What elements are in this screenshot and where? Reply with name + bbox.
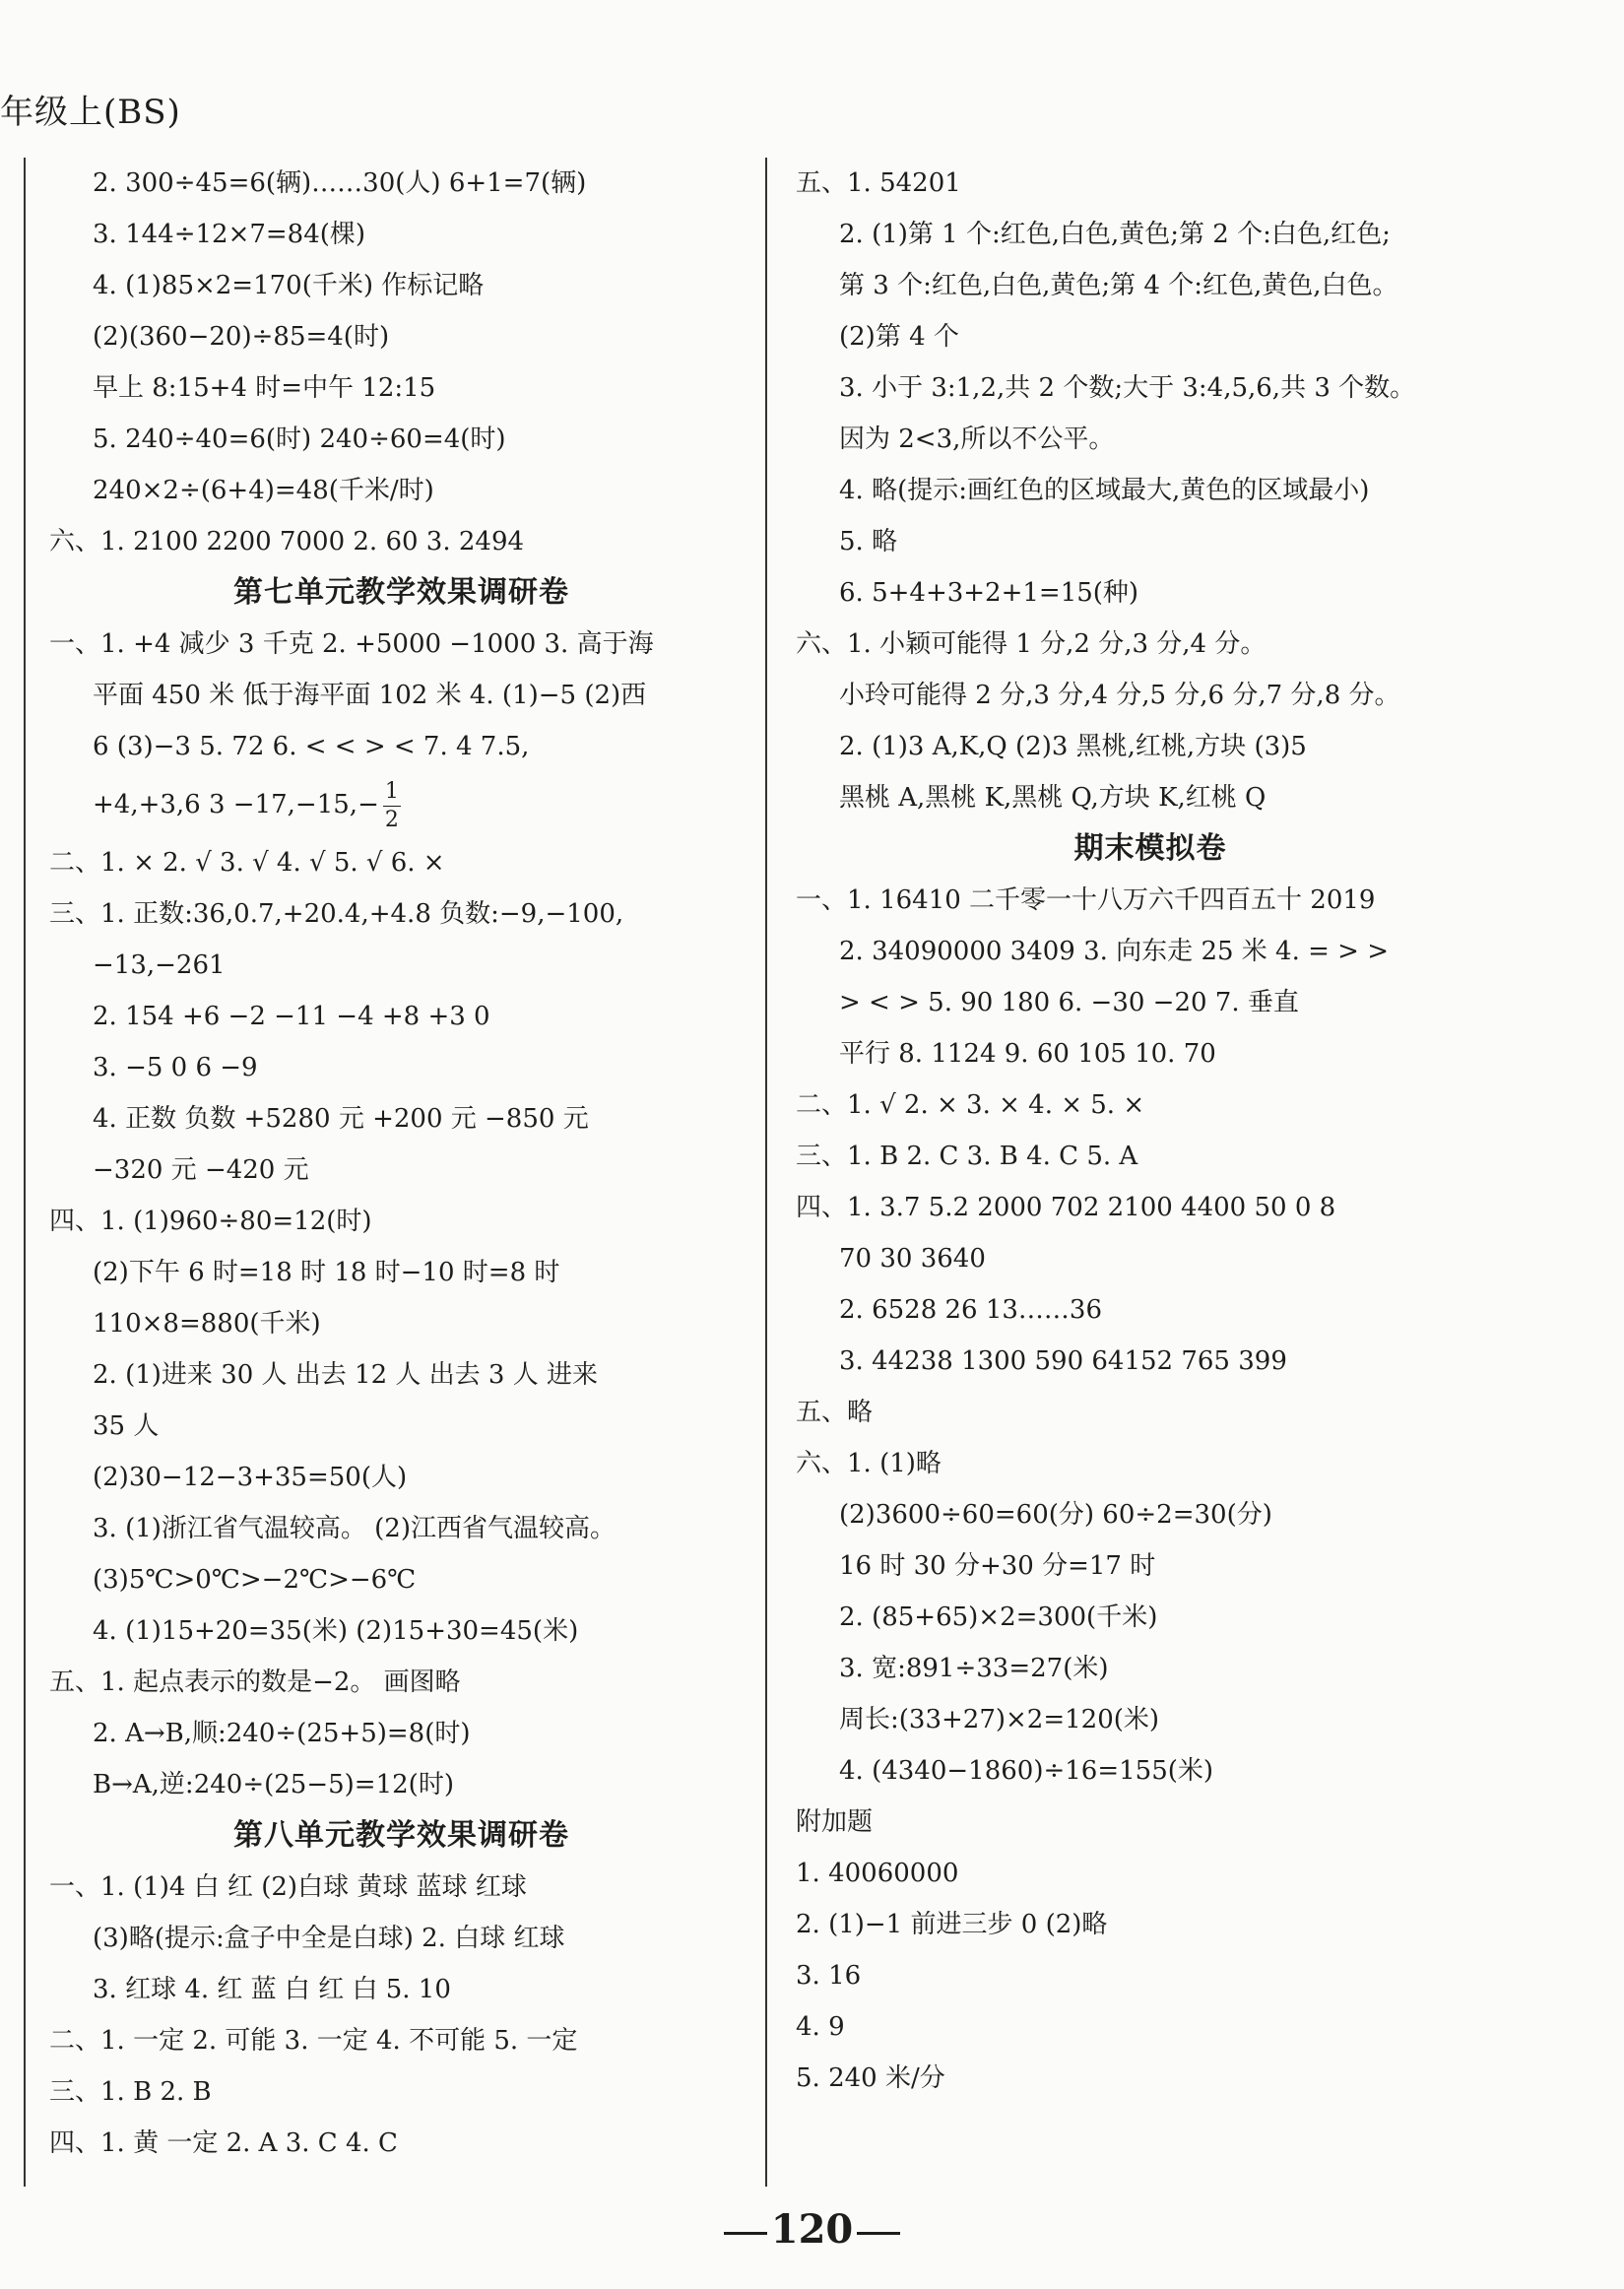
right-column bbox=[796, 158, 1505, 2104]
answer-text: 2. (1)−1 前进三步 0 (2)略 bbox=[796, 1910, 1108, 1939]
answer-line bbox=[49, 2066, 753, 2118]
answer-line bbox=[49, 888, 753, 940]
answer-line bbox=[49, 1605, 753, 1657]
answer-text: 3. 小于 3:1,2,共 2 个数;大于 3:4,5,6,共 3 个数。 bbox=[839, 373, 1416, 403]
answer-text: 六、1. 2100 2200 7000 2. 60 3. 2494 bbox=[49, 527, 525, 556]
answer-text: 2. (1)3 A,K,Q (2)3 黑桃,红桃,方块 (3)5 bbox=[839, 732, 1307, 761]
answer-text: 2. (1)第 1 个:红色,白色,黄色;第 2 个:白色,红色; bbox=[839, 220, 1391, 249]
answer-line bbox=[796, 516, 1505, 567]
answer-line bbox=[49, 1554, 753, 1605]
section-title bbox=[49, 567, 753, 619]
answer-text: 小玲可能得 2 分,3 分,4 分,5 分,6 分,7 分,8 分。 bbox=[839, 681, 1400, 710]
answer-text: 四、1. 黄 一定 2. A 3. C 4. C bbox=[49, 2128, 398, 2158]
answer-text: 1. 40060000 bbox=[796, 1859, 959, 1888]
answer-text: 5. 240 米/分 bbox=[796, 2063, 945, 2093]
answer-line bbox=[796, 2001, 1505, 2053]
answer-text: 3. 44238 1300 590 64152 765 399 bbox=[839, 1346, 1287, 1376]
answer-text: 3. 144÷12×7=84(棵) bbox=[93, 220, 366, 249]
answer-text: 6. 5+4+3+2+1=15(种) bbox=[839, 578, 1139, 608]
answer-line bbox=[796, 209, 1505, 260]
answer-text: 六、1. 小颖可能得 1 分,2 分,3 分,4 分。 bbox=[796, 629, 1267, 659]
answer-line bbox=[796, 362, 1505, 414]
answer-text: > < > 5. 90 180 6. −30 −20 7. 垂直 bbox=[839, 988, 1299, 1017]
answer-line bbox=[49, 991, 753, 1042]
answer-line bbox=[49, 516, 753, 567]
answer-text: 3. 16 bbox=[796, 1961, 862, 1991]
answer-line bbox=[796, 1131, 1505, 1182]
answer-line bbox=[796, 2053, 1505, 2104]
answer-text: 二、1. 一定 2. 可能 3. 一定 4. 不可能 5. 一定 bbox=[49, 2026, 578, 2056]
answer-line bbox=[49, 1708, 753, 1759]
answer-text: 附加题 bbox=[796, 1807, 874, 1837]
answer-line bbox=[796, 1848, 1505, 1899]
answer-line bbox=[49, 362, 753, 414]
answer-line bbox=[49, 1247, 753, 1298]
answer-text: 4. 9 bbox=[796, 2012, 845, 2042]
answer-text: (2)第 4 个 bbox=[839, 322, 959, 352]
answer-text: 16 时 30 分+30 分=17 时 bbox=[839, 1551, 1156, 1581]
answer-line bbox=[796, 1336, 1505, 1387]
answer-line bbox=[796, 1438, 1505, 1489]
answer-line bbox=[49, 1964, 753, 2015]
answer-line bbox=[796, 875, 1505, 926]
answer-line bbox=[796, 1592, 1505, 1643]
answer-text: (3)略(提示:盒子中全是白球) 2. 白球 红球 bbox=[93, 1924, 565, 1953]
section-title bbox=[796, 823, 1505, 875]
answer-text: 第 3 个:红色,白色,黄色;第 4 个:红色,黄色,白色。 bbox=[839, 271, 1398, 300]
answer-text: 2. 154 +6 −2 −11 −4 +8 +3 0 bbox=[93, 1002, 490, 1031]
answer-line bbox=[796, 1284, 1505, 1336]
answer-text: 4. (1)15+20=35(米) (2)15+30=45(米) bbox=[93, 1616, 579, 1646]
answer-text: (2)3600÷60=60(分) 60÷2=30(分) bbox=[839, 1500, 1272, 1530]
answer-line bbox=[49, 1042, 753, 1093]
answer-line bbox=[49, 2015, 753, 2066]
answer-line bbox=[796, 1079, 1505, 1131]
answer-text: 70 30 3640 bbox=[839, 1244, 986, 1274]
answer-line bbox=[796, 721, 1505, 772]
answer-text: 因为 2<3,所以不公平。 bbox=[839, 425, 1115, 454]
answer-text: 3. −5 0 6 −9 bbox=[93, 1053, 258, 1082]
answer-text: 二、1. × 2. √ 3. √ 4. √ 5. √ 6. × bbox=[49, 848, 445, 878]
answer-line bbox=[49, 619, 753, 670]
answer-line bbox=[796, 1745, 1505, 1797]
answer-line bbox=[796, 1797, 1505, 1848]
answer-line bbox=[49, 721, 753, 772]
answer-line bbox=[796, 1028, 1505, 1079]
answer-line bbox=[796, 158, 1505, 209]
answer-line bbox=[796, 1387, 1505, 1438]
answer-text: 三、1. 正数:36,0.7,+20.4,+4.8 负数:−9,−100, bbox=[49, 899, 624, 929]
answer-line bbox=[796, 260, 1505, 311]
answer-text: 平面 450 米 低于海平面 102 米 4. (1)−5 (2)西 bbox=[93, 681, 647, 710]
answer-text: −320 元 −420 元 bbox=[93, 1155, 309, 1185]
answer-line bbox=[49, 1862, 753, 1913]
answer-text: 4. (4340−1860)÷16=155(米) bbox=[839, 1756, 1214, 1786]
answer-line bbox=[49, 940, 753, 991]
section-title bbox=[49, 1810, 753, 1862]
answer-text: 4. 正数 负数 +5280 元 +200 元 −850 元 bbox=[93, 1104, 589, 1134]
answer-text: 4. 略(提示:画红色的区域最大,黄色的区域最小) bbox=[839, 476, 1370, 505]
answer-text: 第八单元教学效果调研卷 bbox=[233, 1818, 569, 1853]
fraction-denominator: 2 bbox=[384, 807, 399, 832]
answer-text: B→A,逆:240÷(25−5)=12(时) bbox=[93, 1770, 454, 1799]
answer-line bbox=[49, 772, 753, 837]
answer-text: 35 人 bbox=[93, 1411, 160, 1441]
fraction-numerator: 1 bbox=[383, 781, 401, 807]
answer-line bbox=[796, 1899, 1505, 1950]
answer-text: 3. 宽:891÷33=27(米) bbox=[839, 1654, 1109, 1683]
answer-text: 第七单元教学效果调研卷 bbox=[233, 575, 569, 610]
left-margin-rule bbox=[24, 158, 26, 2187]
answer-line bbox=[49, 209, 753, 260]
answer-line bbox=[796, 1643, 1505, 1694]
answer-text: 一、1. 16410 二千零一十八万六千四百五十 2019 bbox=[796, 885, 1376, 915]
answer-line bbox=[49, 465, 753, 516]
answer-line bbox=[796, 619, 1505, 670]
answer-line bbox=[796, 1694, 1505, 1745]
answer-text: 二、1. √ 2. × 3. × 4. × 5. × bbox=[796, 1090, 1145, 1120]
answer-text: 2. A→B,顺:240÷(25+5)=8(时) bbox=[93, 1719, 471, 1748]
answer-line bbox=[49, 1196, 753, 1247]
answer-text: 四、1. 3.7 5.2 2000 702 2100 4400 50 0 8 bbox=[796, 1193, 1336, 1222]
answer-line bbox=[49, 1759, 753, 1810]
answer-line bbox=[796, 1233, 1505, 1284]
answer-line bbox=[49, 1093, 753, 1144]
answer-line bbox=[796, 1540, 1505, 1592]
answer-text: −13,−261 bbox=[93, 950, 226, 980]
answer-text: 110×8=880(千米) bbox=[93, 1309, 321, 1339]
answer-text: 2. 300÷45=6(辆)……30(人) 6+1=7(辆) bbox=[93, 168, 587, 198]
left-column bbox=[49, 158, 753, 2169]
answer-text: (2)下午 6 时=18 时 18 时−10 时=8 时 bbox=[93, 1258, 560, 1287]
answer-text: 2. (1)进来 30 人 出去 12 人 出去 3 人 进来 bbox=[93, 1360, 598, 1390]
answer-text: 六、1. (1)略 bbox=[796, 1449, 942, 1478]
answer-text: 240×2÷(6+4)=48(千米/时) bbox=[93, 476, 434, 505]
answer-text: (3)5℃>0℃>−2℃>−6℃ bbox=[93, 1565, 417, 1595]
answer-text: 5. 略 bbox=[839, 527, 898, 556]
page-number-text: 120 bbox=[770, 2206, 854, 2253]
answer-line bbox=[49, 1913, 753, 1964]
book-header: 年级上(BS) bbox=[0, 93, 181, 132]
answer-line bbox=[49, 260, 753, 311]
answer-text: 五、1. 54201 bbox=[796, 168, 961, 198]
answer-line bbox=[49, 670, 753, 721]
answer-line bbox=[49, 311, 753, 362]
answer-line bbox=[49, 158, 753, 209]
answer-text: 黑桃 A,黑桃 K,黑桃 Q,方块 K,红桃 Q bbox=[839, 783, 1267, 813]
answer-text: 三、1. B 2. C 3. B 4. C 5. A bbox=[796, 1142, 1138, 1171]
answer-text: 一、1. (1)4 白 红 (2)白球 黄球 蓝球 红球 bbox=[49, 1872, 527, 1902]
answer-line bbox=[49, 1401, 753, 1452]
answer-text: 2. (85+65)×2=300(千米) bbox=[839, 1602, 1158, 1632]
answer-line bbox=[796, 772, 1505, 823]
answer-line bbox=[796, 567, 1505, 619]
answer-text: 2. 6528 26 13……36 bbox=[839, 1295, 1103, 1325]
answer-text: 五、略 bbox=[796, 1398, 874, 1427]
answer-text: 平行 8. 1124 9. 60 105 10. 70 bbox=[839, 1039, 1216, 1069]
answer-text: 周长:(33+27)×2=120(米) bbox=[839, 1705, 1160, 1734]
answer-text: 一、1. +4 减少 3 千克 2. +5000 −1000 3. 高于海 bbox=[49, 629, 654, 659]
answer-line bbox=[49, 837, 753, 888]
answer-text: 早上 8:15+4 时=中午 12:15 bbox=[93, 373, 436, 403]
answer-text: 期末模拟卷 bbox=[1073, 831, 1227, 866]
answer-line bbox=[49, 1657, 753, 1708]
answer-line bbox=[796, 1489, 1505, 1540]
page-number bbox=[0, 2206, 1624, 2253]
answer-text: 五、1. 起点表示的数是−2。 画图略 bbox=[49, 1668, 461, 1697]
answer-text: 2. 34090000 3409 3. 向东走 25 米 4. = > > bbox=[839, 937, 1390, 966]
answer-text: +4,+3,6 3 −17,−15,− bbox=[93, 790, 379, 819]
answer-line bbox=[796, 465, 1505, 516]
answer-text: 四、1. (1)960÷80=12(时) bbox=[49, 1207, 372, 1236]
answer-text: 3. (1)浙江省气温较高。 (2)江西省气温较高。 bbox=[93, 1514, 616, 1543]
answer-line bbox=[796, 311, 1505, 362]
column-divider bbox=[765, 158, 767, 2187]
answer-line bbox=[796, 977, 1505, 1028]
answer-text: (2)(360−20)÷85=4(时) bbox=[93, 322, 390, 352]
answer-text: (2)30−12−3+35=50(人) bbox=[93, 1463, 408, 1492]
answer-line bbox=[796, 670, 1505, 721]
answer-line bbox=[796, 926, 1505, 977]
answer-line bbox=[796, 414, 1505, 465]
answer-line bbox=[49, 2118, 753, 2169]
answer-text: 3. 红球 4. 红 蓝 白 红 白 5. 10 bbox=[93, 1975, 451, 2004]
answer-text: 5. 240÷40=6(时) 240÷60=4(时) bbox=[93, 425, 506, 454]
answer-line bbox=[49, 1349, 753, 1401]
answer-text: 6 (3)−3 5. 72 6. < < > < 7. 4 7.5, bbox=[93, 732, 530, 761]
answer-line bbox=[49, 1298, 753, 1349]
answer-text: 4. (1)85×2=170(千米) 作标记略 bbox=[93, 271, 485, 300]
answer-line bbox=[49, 1144, 753, 1196]
answer-text: 三、1. B 2. B bbox=[49, 2077, 212, 2107]
answer-line bbox=[49, 414, 753, 465]
answer-line bbox=[49, 1452, 753, 1503]
answer-line bbox=[796, 1182, 1505, 1233]
fraction bbox=[383, 778, 401, 832]
answer-line bbox=[796, 1950, 1505, 2001]
answer-line bbox=[49, 1503, 753, 1554]
